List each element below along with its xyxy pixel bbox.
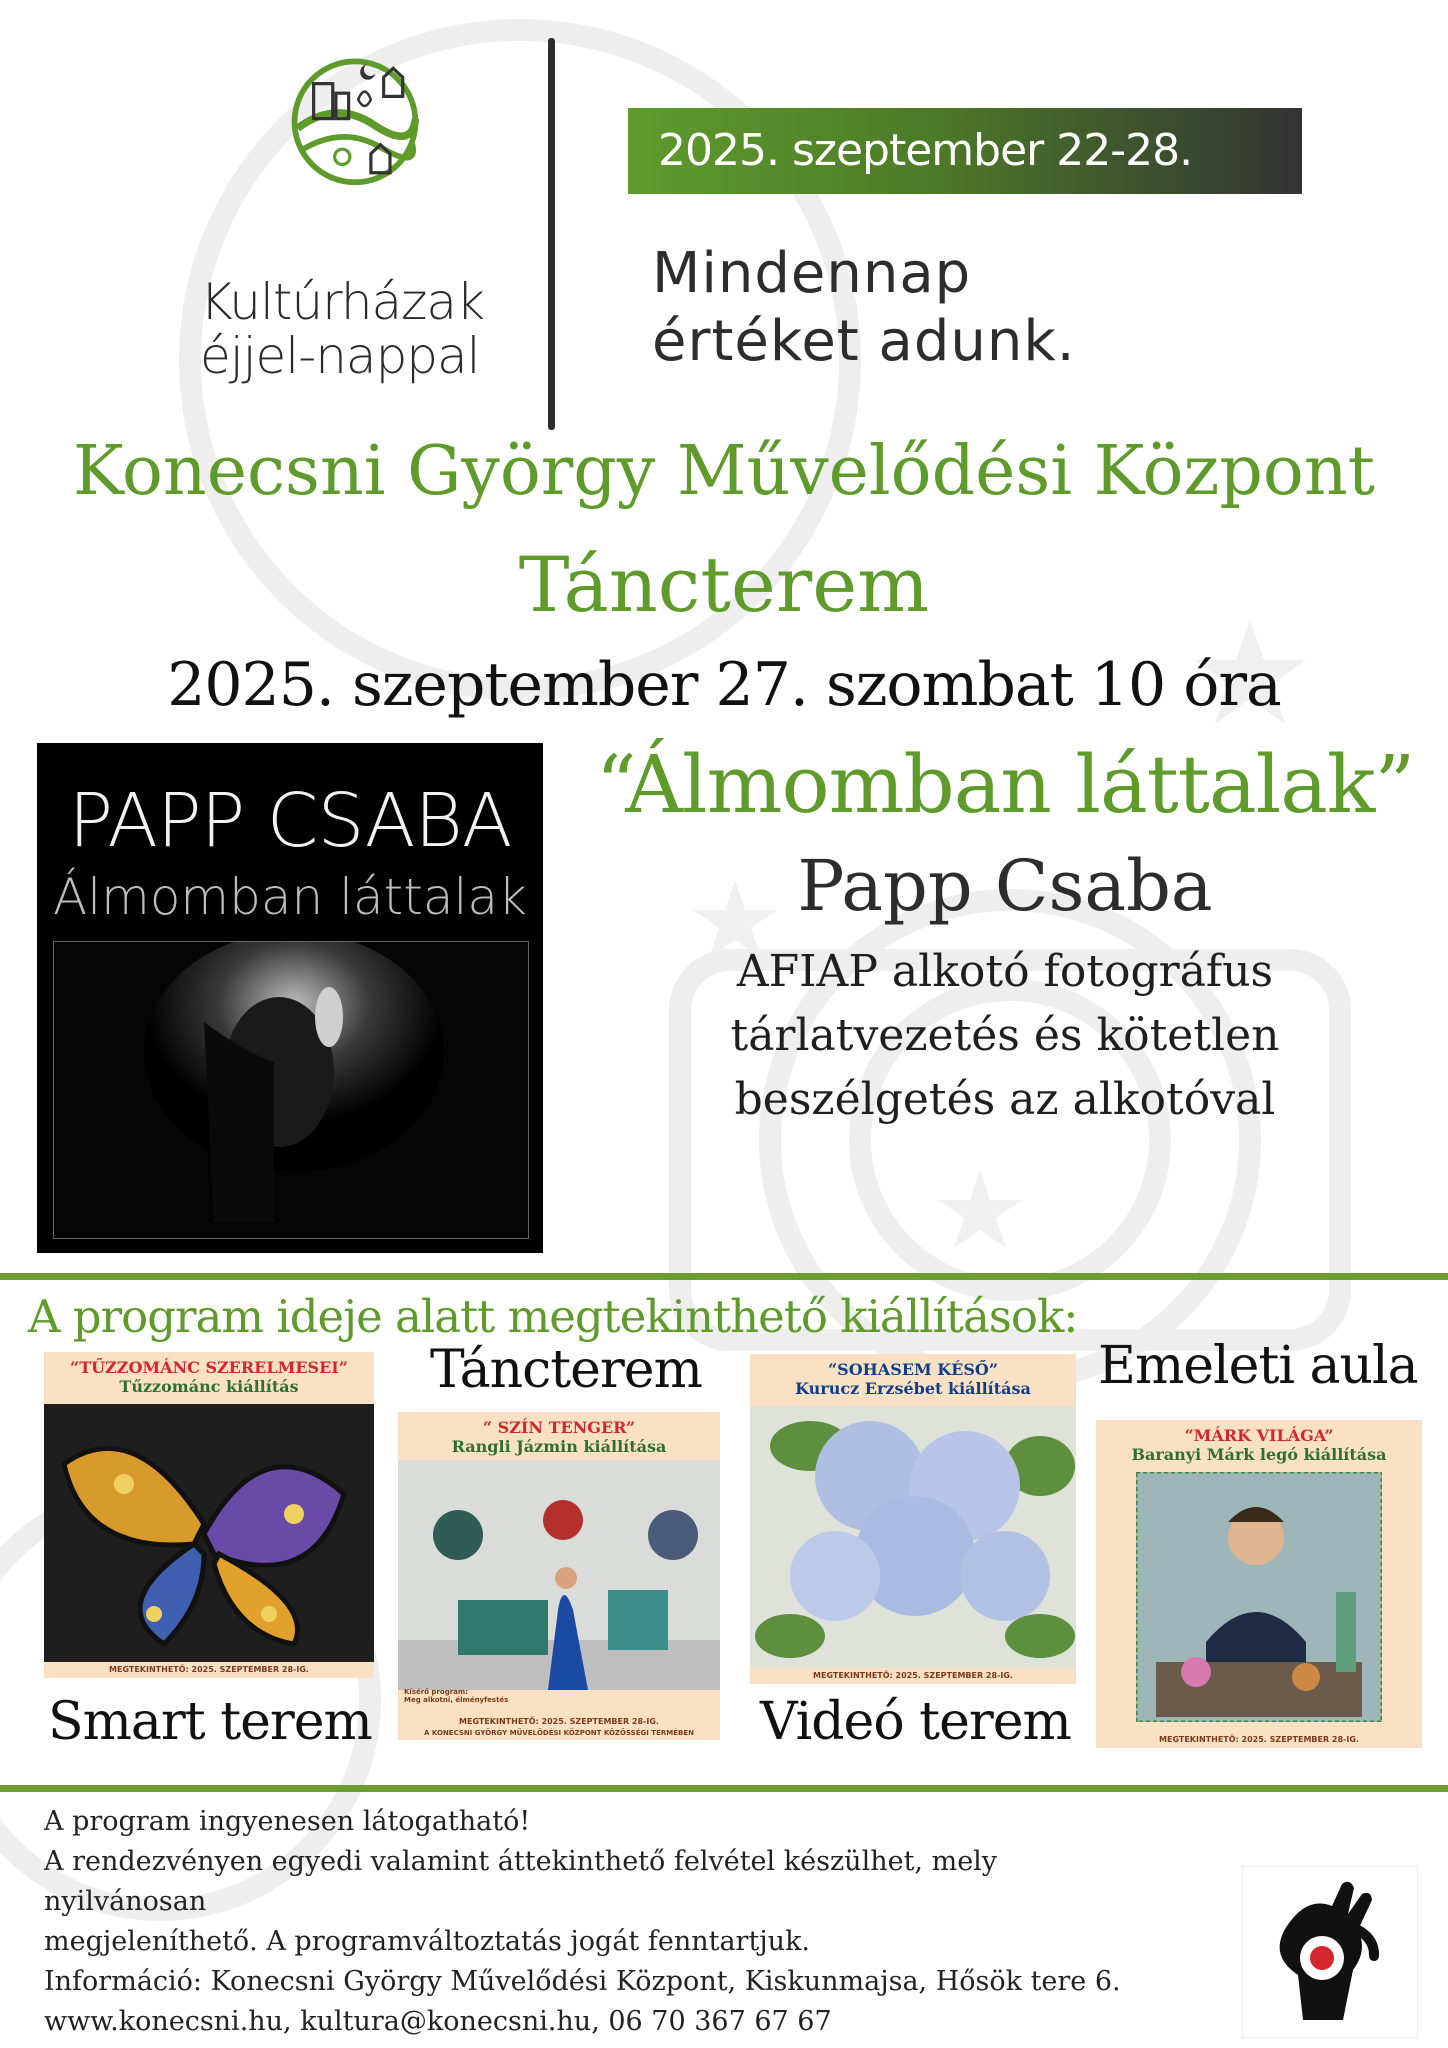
section-divider-top — [0, 1273, 1448, 1280]
card-title: “ SZÍN TENGER” — [482, 1418, 636, 1437]
card-footer: MEGTEKINTHETŐ: 2025. SZEPTEMBER 28-IG. — [459, 1717, 659, 1726]
card-subtitle: Baranyi Márk legó kiállítása — [1131, 1445, 1387, 1464]
card-footer-location: A KONECSNI GYÖRGY MŰVELŐDÉSI KÖZPONT KÖZÖSSÉGI TERMÉBEN — [424, 1729, 694, 1737]
event-datetime: 2025. szeptember 27. szombat 10 óra — [167, 650, 1281, 720]
card-footer: MEGTEKINTHETŐ: 2025. SZEPTEMBER 28-IG. — [1159, 1735, 1359, 1744]
exhibition-title: “Álmomban láttalak” — [595, 738, 1415, 831]
card-title: “MÁRK VILÁGA” — [1184, 1426, 1334, 1445]
card-footer: MEGTEKINTHETŐ: 2025. SZEPTEMBER 28-IG. — [813, 1671, 1013, 1680]
hand-eye-logo — [1242, 1866, 1418, 2038]
room-label-1: Smart terem — [48, 1692, 372, 1752]
card-subtitle: Rangli Jázmin kiállítása — [451, 1437, 667, 1456]
desc-line2: tárlatvezetés és kötetlen — [730, 1010, 1280, 1061]
date-range-banner: 2025. szeptember 22-28. — [628, 108, 1302, 194]
motto — [652, 240, 1076, 376]
footer-line4: Információ: Konecsni György Művelődési Központ, Kiskunmajsa, Hősök tere 6. — [44, 1966, 1121, 1997]
footer-line2: A rendezvényen egyedi valamint áttekinthető felvétel készülhet, mely nyilvánosan — [44, 1846, 998, 1917]
exhibition-card-2 — [398, 1412, 720, 1740]
desc-line1: AFIAP alkotó fotográfus — [736, 946, 1274, 997]
section-divider-bottom — [0, 1785, 1448, 1792]
room-label-4: Emeleti aula — [1098, 1336, 1418, 1396]
footer-line3: megjeleníthető. A programváltoztatás jogát fenntartjuk. — [44, 1926, 811, 1957]
footer-info — [44, 1802, 1144, 2042]
painting-exhibit-image — [398, 1460, 720, 1690]
room-label-3: Videó terem — [760, 1692, 1071, 1752]
logo-line2: éjjel-nappal — [200, 327, 480, 385]
footer-line5: www.konecsni.hu, kultura@konecsni.hu, 06 70 367 67 67 — [44, 2006, 832, 2037]
motto-line1: Mindennap — [652, 241, 972, 306]
card-subtitle: Tűzzománc kiállítás — [119, 1377, 299, 1396]
exhibition-card-3 — [750, 1354, 1076, 1684]
event-description — [700, 940, 1310, 1132]
logo-line1: Kultúrházak — [200, 273, 485, 331]
room-label-2: Táncterem — [430, 1340, 702, 1400]
card-side-note: Kísérő program: Meg alkotni, élményfestés — [404, 1688, 509, 1704]
kulturhazak-logo — [195, 55, 515, 265]
card-footer: MEGTEKINTHETŐ: 2025. SZEPTEMBER 28-IG. — [109, 1665, 309, 1674]
footer-line1: A program ingyenesen látogatható! — [44, 1806, 531, 1837]
book-title: PAPP CSABA — [68, 778, 512, 864]
hydrangea-painting-image — [750, 1406, 1076, 1668]
desc-line3: beszélgetés az alkotóval — [734, 1074, 1276, 1125]
lego-exhibit-image — [1136, 1472, 1382, 1722]
room-title: Táncterem — [518, 540, 930, 629]
header-divider — [548, 38, 555, 430]
logo-text — [200, 275, 484, 383]
author-name: Papp Csaba — [797, 845, 1213, 927]
butterfly-image — [44, 1404, 374, 1662]
card-title: “SOHASEM KÉSŐ” — [827, 1360, 999, 1379]
book-cover-image — [37, 743, 543, 1253]
book-photo — [53, 941, 529, 1239]
motto-line2: értéket adunk. — [652, 309, 1076, 374]
card-title: “TŰZZOMÁNC SZERELMESEI” — [70, 1358, 348, 1377]
venue-title: Konecsni György Művelődési Központ — [73, 432, 1375, 511]
book-subtitle: Álmomban láttalak — [53, 868, 527, 926]
card-subtitle: Kurucz Erzsébet kiállítása — [795, 1379, 1031, 1398]
exhibition-card-1 — [44, 1352, 374, 1678]
program-heading: A program ideje alatt megtekinthető kiállítások: — [28, 1290, 1078, 1343]
exhibition-card-4 — [1096, 1420, 1422, 1748]
